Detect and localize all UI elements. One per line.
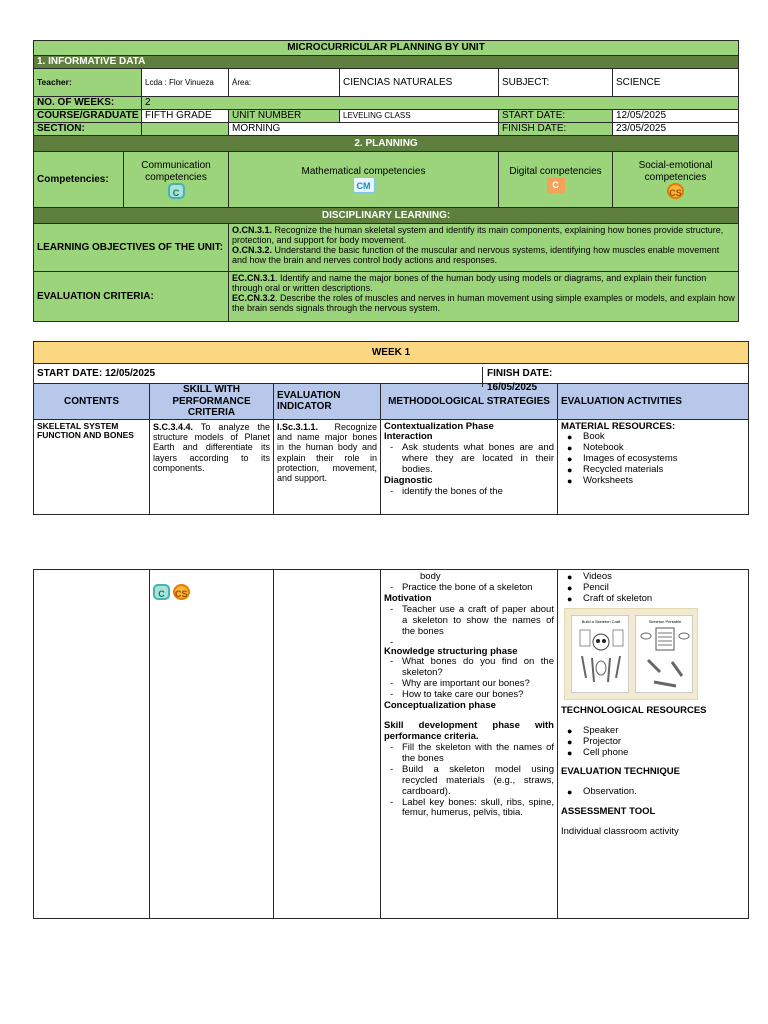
section-label: SECTION: — [34, 123, 142, 136]
tech-resource-item: ● Projector — [583, 737, 745, 748]
week-start-text: START DATE: 12/05/2025 — [37, 367, 156, 379]
knowledge-item: - What bones do you find on the skeleton? — [402, 657, 554, 679]
indicator-text: Recognize and name major bones in the human body and explain their role in protection, movement, and support. — [277, 421, 377, 484]
tech-resource-item: ● Speaker — [583, 726, 745, 737]
week-table — [33, 341, 749, 515]
tech-resources-title: TECHNOLOGICAL RESOURCES — [561, 704, 707, 716]
tech-resource-item: ● Cell phone — [583, 748, 745, 759]
continuation-table — [33, 569, 749, 919]
knowledge-heading: Knowledge structuring phase — [384, 645, 518, 657]
skill-dev-item: - Build a skeleton model using recycled materials (e.g., straws, cardboard). — [402, 765, 554, 798]
section-value: MORNING — [229, 123, 499, 136]
skeleton-sheet-right — [635, 615, 693, 693]
mathematical-competency — [229, 152, 499, 208]
diagnostic-heading: Diagnostic — [384, 475, 433, 487]
diagnostic-items — [384, 583, 554, 594]
material-item: ● Images of ecosystems — [583, 454, 745, 465]
evaluation-technique-item: ● Observation. — [583, 787, 745, 798]
materials-continued — [561, 572, 745, 605]
social-emotional-competency — [613, 152, 739, 208]
criteria-2-text: . Describe the roles of muscles and nerves in human movement using simple examples or models, and explain how the brain sends signals through the nervous system. — [232, 293, 735, 314]
communication-competency — [124, 152, 229, 208]
objective-2-code: O.CN.3.2. — [232, 245, 273, 256]
material-item: ● Pencil — [583, 583, 745, 594]
tech-resources-list — [561, 726, 745, 759]
mathematical-icon: CM — [353, 177, 375, 193]
evaluation-technique-list — [561, 787, 745, 798]
material-item: ● Recycled materials — [583, 465, 745, 476]
finish-date-value: 23/05/2025 — [613, 123, 739, 136]
materials-list — [561, 432, 745, 487]
material-item: ● Notebook — [583, 443, 745, 454]
skill-dev-item: - Label key bones: skull, ribs, spine, femur, humerus, pelvis, tibia. — [402, 798, 554, 820]
mathematical-label: Mathematical competencies — [301, 165, 426, 177]
social-emotional-icon: CS — [667, 183, 684, 199]
teacher-label: Teacher: — [34, 69, 142, 97]
communication-label: Communication competencies — [141, 160, 211, 183]
area-value: CIENCIAS NATURALES — [340, 69, 499, 97]
indicator-cell — [274, 419, 381, 514]
assessment-tool-text: Individual classroom activity — [561, 826, 679, 838]
objective-1-text: Recognize the human skeletal system and identify its main components, explaining how bones provide structure, protection, and support for body movement. — [232, 225, 724, 246]
skill-cell — [150, 419, 274, 514]
digital-label: Digital competencies — [509, 165, 602, 177]
method-cell — [381, 419, 558, 514]
disciplinary-title: DISCIPLINARY LEARNING: — [34, 208, 739, 224]
course-value: FIFTH GRADE — [142, 110, 229, 123]
section-planning: 2. PLANNING — [34, 136, 739, 152]
social-emotional-icon: CS — [173, 584, 190, 600]
criteria-1-text: . Identify and name the major bones of the human body using models or diagrams, and explain their function through oral or written descriptions. — [232, 273, 707, 294]
content-cell: SKELETAL SYSTEM FUNCTION AND BONES — [34, 419, 150, 514]
objective-1-code: O.CN.3.1. — [232, 225, 273, 235]
continuation-indicator-cell — [274, 570, 381, 919]
finish-date-label: FINISH DATE: — [499, 123, 613, 136]
document-title: MICROCURRICULAR PLANNING BY UNIT — [34, 41, 739, 56]
objectives-text — [229, 224, 739, 272]
craft-title-left: Build a Skeleton Craft — [581, 618, 621, 624]
criteria-label: EVALUATION CRITERIA: — [34, 272, 229, 322]
material-item: ● Worksheets — [583, 476, 745, 487]
knowledge-items — [384, 657, 554, 701]
week-start-date — [34, 364, 558, 393]
continuation-method-cell — [381, 570, 558, 919]
week-finish-text: FINISH DATE: 16/05/2025 — [482, 367, 558, 387]
col-contents: CONTENTS — [34, 384, 150, 420]
material-item: ● Book — [583, 432, 745, 443]
assessment-tool-title: ASSESSMENT TOOL — [561, 806, 656, 818]
activities-cell — [558, 419, 749, 514]
skill-dev-heading: Skill development phase with performance criteria. — [384, 720, 554, 742]
course-label: COURSE/GRADUATE — [34, 110, 142, 123]
indicator-code: I.Sc.3.1.1. — [277, 421, 319, 432]
evaluation-technique-title: EVALUATION TECHNIQUE — [561, 766, 680, 778]
material-item: ● Videos — [583, 572, 745, 583]
unit-value: LEVELING CLASS — [340, 110, 499, 123]
skill-text: To analyze the structure models of Planet Earth and differentiate its layers according to its components. — [153, 421, 270, 473]
skill-code: S.C.3.4.4. — [153, 421, 194, 432]
conceptualization-heading: Conceptualization phase — [384, 700, 496, 712]
subject-label: SUBJECT: — [499, 69, 613, 97]
objectives-label: LEARNING OBJECTIVES OF THE UNIT: — [34, 224, 229, 272]
communication-icon: C — [153, 584, 170, 600]
weeks-value: 2 — [142, 97, 739, 110]
continuation-skill-cell — [150, 570, 274, 919]
material-item: ● Craft of skeleton — [583, 594, 745, 605]
start-date-value: 12/05/2025 — [613, 110, 739, 123]
digital-icon: C — [547, 177, 565, 193]
col-activities: EVALUATION ACTIVITIES — [558, 384, 749, 420]
area-label: Área: — [229, 69, 340, 97]
objective-2-text: Understand the basic function of the muscular and nervous systems, identifying how muscles enable movement and how the brain and nerves control body actions and responses. — [232, 245, 720, 266]
unit-label: UNIT NUMBER — [229, 110, 340, 123]
motivation-item: - Teacher use a craft of paper about a skeleton to show the names of the bones — [402, 605, 554, 638]
col-indicator: EVALUATION INDICATOR — [274, 384, 381, 420]
col-skill: SKILL WITH PERFORMANCE CRITERIA — [150, 384, 274, 420]
teacher-value: Lcda : Flor Vinueza — [142, 69, 229, 97]
subject-value: SCIENCE — [613, 69, 739, 97]
weeks-label: NO. OF WEEKS: — [34, 97, 142, 110]
diagnostic-item: - identify the bones of the — [402, 487, 554, 498]
diagnostic-item: - Practice the bone of a skeleton — [402, 583, 554, 594]
start-date-label: START DATE: — [499, 110, 613, 123]
criteria-text — [229, 272, 739, 322]
interaction-heading: Interaction — [384, 431, 433, 443]
criteria-1-code: EC.CN.3.1 — [232, 273, 276, 283]
knowledge-item: - How to take care our bones? — [402, 690, 554, 701]
skill-dev-items — [384, 743, 554, 819]
craft-title-right: Skeleton Printable — [648, 618, 682, 624]
interaction-item: - Ask students what bones are and where they are located in their bodies. — [402, 443, 554, 476]
skeleton-sheet-left — [571, 615, 629, 693]
diagnostic-continued: body — [420, 571, 441, 582]
informative-data-table — [33, 40, 739, 322]
material-title: MATERIAL RESOURCES: — [561, 420, 676, 432]
communication-icon: C — [168, 183, 185, 199]
continuation-contents-cell — [34, 570, 150, 919]
continuation-activities-cell — [558, 570, 749, 919]
skeleton-craft-image — [564, 608, 698, 700]
criteria-2-code: EC.CN.3.2 — [232, 293, 276, 304]
col-method: METHODOLOGICAL STRATEGIES — [381, 384, 558, 420]
motivation-items — [384, 605, 554, 638]
competencies-label: Competencies: — [34, 152, 124, 208]
skill-dev-item: - Fill the skeleton with the names of the bones — [402, 743, 554, 765]
social-emotional-label: Social-emotional competencies — [638, 160, 713, 183]
digital-competency — [499, 152, 613, 208]
context-phase: Contextualization Phase — [384, 420, 494, 432]
knowledge-item: - Why are important our bones? — [402, 679, 554, 690]
week-title: WEEK 1 — [34, 342, 749, 364]
section-informative-data: 1. INFORMATIVE DATA — [34, 56, 739, 69]
motivation-heading: Motivation — [384, 592, 432, 604]
